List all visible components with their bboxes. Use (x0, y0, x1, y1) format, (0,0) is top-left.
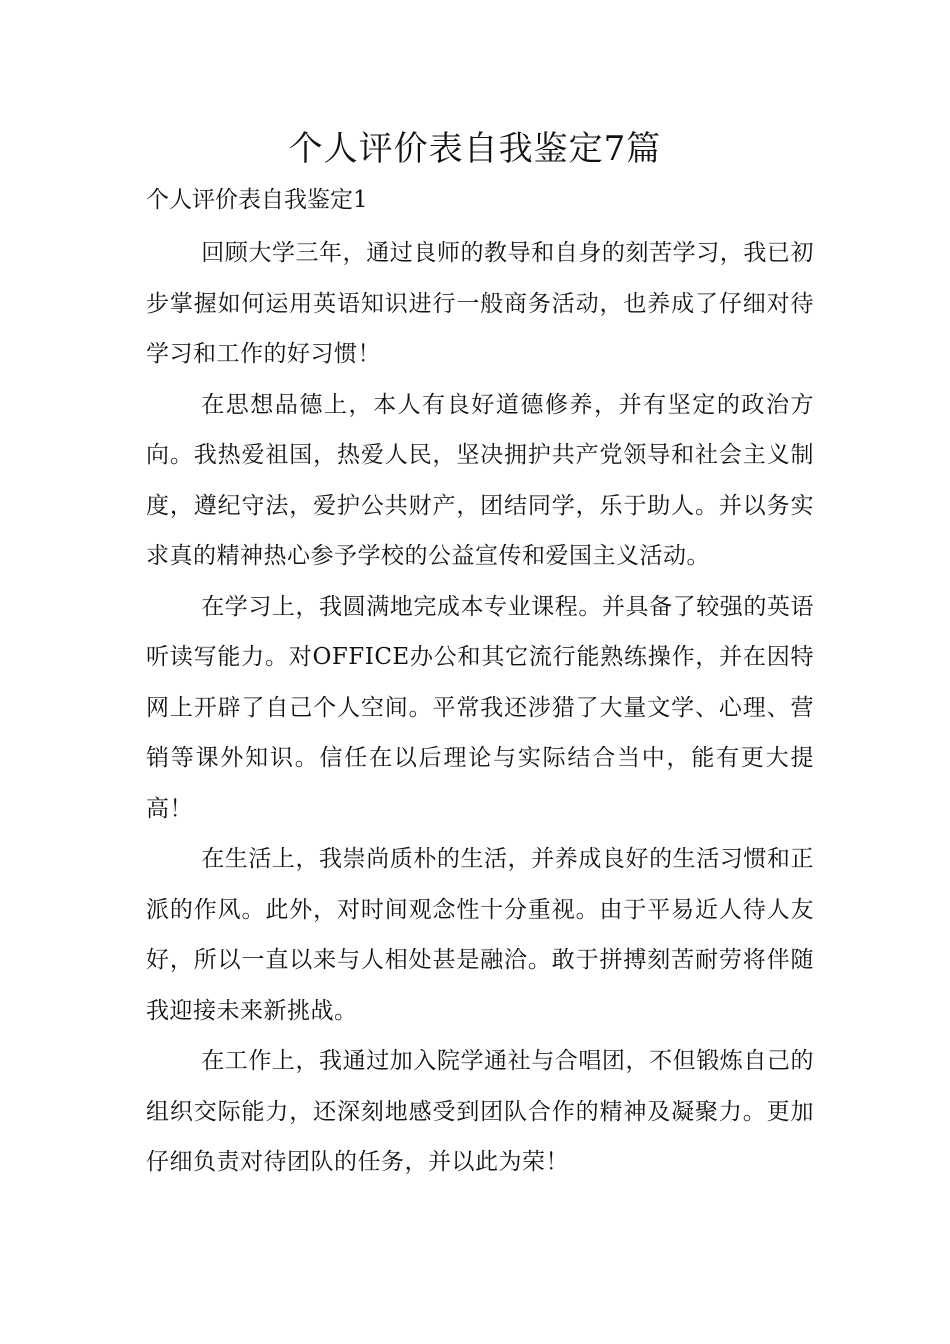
paragraph-study: 在学习上，我圆满地完成本专业课程。并具备了较强的英语听读写能力。对OFFICE办公和其它流行能熟练操作，并在因特网上开辟了自己个人空间。平常我还涉猎了大量文学、心理、营销等课外知识。信任在以后理论与实际结合当中，能有更大提高！ (146, 593, 814, 822)
document-body (146, 228, 814, 1188)
document-title: 个人评价表自我鉴定7篇 (288, 129, 662, 169)
paragraph-morality: 在思想品德上，本人有良好道德修养，并有坚定的政治方向。我热爱祖国，热爱人民，坚决拥护共产党领导和社会主义制度，遵纪守法，爱护公共财产，团结同学，乐于助人。并以务实求真的精神热心参予学校的公益宣传和爱国主义活动。 (146, 391, 814, 569)
paragraph-review: 回顾大学三年，通过良师的教导和自身的刻苦学习，我已初步掌握如何运用英语知识进行一般商务活动，也养成了仔细对待学习和工作的好习惯！ (146, 240, 814, 367)
paragraph-life: 在生活上，我崇尚质朴的生活，并养成良好的生活习惯和正派的作风。此外，对时间观念性十分重视。由于平易近人待人友好，所以一直以来与人相处甚是融洽。敢于拼搏刻苦耐劳将伴随我迎接未来新挑战。 (146, 846, 814, 1024)
section-heading: 个人评价表自我鉴定1 (146, 187, 368, 213)
paragraph-work: 在工作上，我通过加入院学通社与合唱团，不但锻炼自己的组织交际能力，还深刻地感受到团队合作的精神及凝聚力。更加仔细负责对待团队的任务，并以此为荣！ (146, 1048, 814, 1175)
